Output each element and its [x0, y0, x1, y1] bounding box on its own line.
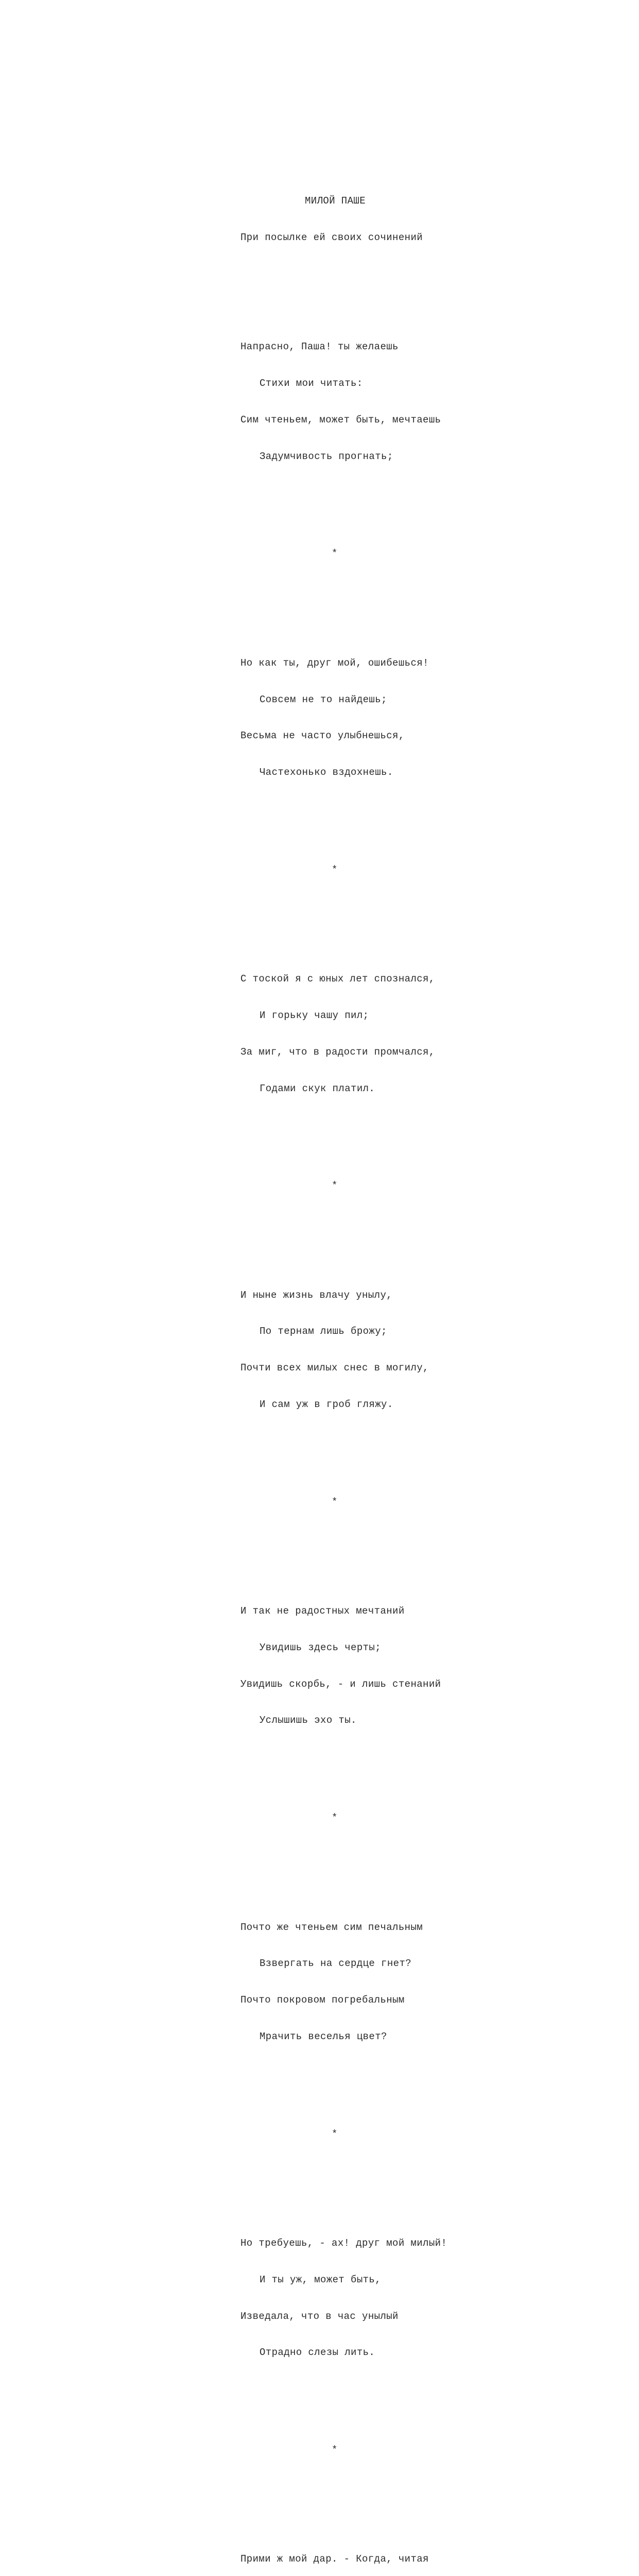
blank-line	[240, 584, 570, 597]
stanza-separator: *	[332, 863, 338, 875]
stanza-line: Весьма не часто улыбнешься,	[240, 730, 405, 742]
stanza-line: Но требуешь, - ах! друг мой милый!	[240, 2237, 447, 2249]
blank-line	[240, 1533, 570, 1545]
stanza-separator: *	[332, 1180, 338, 1192]
stanza-8	[240, 2529, 570, 2576]
stanza-5	[240, 1581, 570, 1751]
blank-line	[240, 901, 570, 913]
stanza-separator: *	[332, 1812, 338, 1824]
blank-line	[240, 1775, 570, 1788]
blank-line	[240, 2164, 570, 2177]
stanza-line: Совсем не то найдешь;	[260, 693, 387, 705]
stanza-line: И ты уж, может быть,	[260, 2274, 382, 2285]
blank-line	[240, 2481, 570, 2493]
stanza-line: Стихи мои читать:	[260, 378, 363, 389]
stanza-line: Годами скук платил.	[260, 1082, 375, 1094]
stanza-line: Сим чтеньем, может быть, мечтаешь	[240, 414, 441, 426]
stanza-3	[240, 949, 570, 1119]
blank-line	[240, 1849, 570, 1861]
stanza-line: Мрачить веселья цвет?	[260, 2030, 387, 2042]
blank-line	[240, 827, 570, 840]
stanza-line: Прими ж мой дар. - Когда, читая	[240, 2553, 429, 2565]
blank-line	[240, 1216, 570, 1229]
stanza-1	[240, 317, 570, 487]
stanza-2	[240, 633, 570, 803]
blank-line	[240, 512, 570, 524]
stanza-line: И сам уж в гроб гляжу.	[260, 1398, 393, 1410]
stanza-separator: *	[332, 2128, 338, 2140]
blank-line	[240, 1460, 570, 1472]
stanza-4	[240, 1265, 570, 1435]
stanza-line: Почти всех милых снес в могилу,	[240, 1362, 429, 1374]
stanza-line: Почто же чтеньем сим печальным	[240, 1921, 423, 1933]
stanza-line: Взвергать на сердце гнет?	[260, 1958, 412, 1970]
stanza-line: По тернам лишь брожу;	[260, 1326, 387, 1337]
stanza-7	[240, 2213, 570, 2383]
stanza-line: Увидишь скорбь, - и лишь стенаний	[240, 1678, 441, 1690]
stanza-line: Почто покровом погребальным	[240, 1994, 405, 2006]
stanza-6	[240, 1897, 570, 2067]
blank-line	[240, 2408, 570, 2420]
stanza-separator: *	[332, 2444, 338, 2456]
stanza-line: И горьку чашу пил;	[260, 1009, 369, 1021]
stanza-line: Отрадно слезы лить.	[260, 2347, 375, 2359]
stanza-line: Увидишь здесь черты;	[260, 1641, 382, 1653]
stanza-line: Но как ты, друг мой, ошибешься!	[240, 657, 429, 669]
stanza-line: За миг, что в радости промчался,	[240, 1046, 435, 1058]
stanza-line: И так не радостных мечтаний	[240, 1605, 405, 1617]
blank-line	[240, 2092, 570, 2104]
stanza-line: Услышишь эхо ты.	[260, 1715, 357, 1726]
stanza-separator: *	[332, 548, 338, 560]
stanza-line: Изведала, что в час унылый	[240, 2310, 399, 2322]
stanza-line: Задумчивость прогнать;	[260, 450, 393, 462]
blank-line	[240, 1144, 570, 1156]
stanza-line: Напрасно, Паша! ты желаешь	[240, 341, 399, 353]
blank-line	[240, 268, 570, 281]
poem	[240, 171, 570, 2576]
stanza-line: И ныне жизнь влачу унылу,	[240, 1289, 393, 1301]
stanza-line: Частехонько вздохнешь.	[260, 767, 393, 778]
poem-title: МИЛОЙ ПАШЕ	[305, 195, 366, 207]
stanza-line: С тоской я с юных лет спознался,	[240, 973, 435, 985]
poem-subtitle: При посылке ей своих сочинений	[240, 231, 423, 243]
stanza-separator: *	[332, 1496, 338, 1507]
